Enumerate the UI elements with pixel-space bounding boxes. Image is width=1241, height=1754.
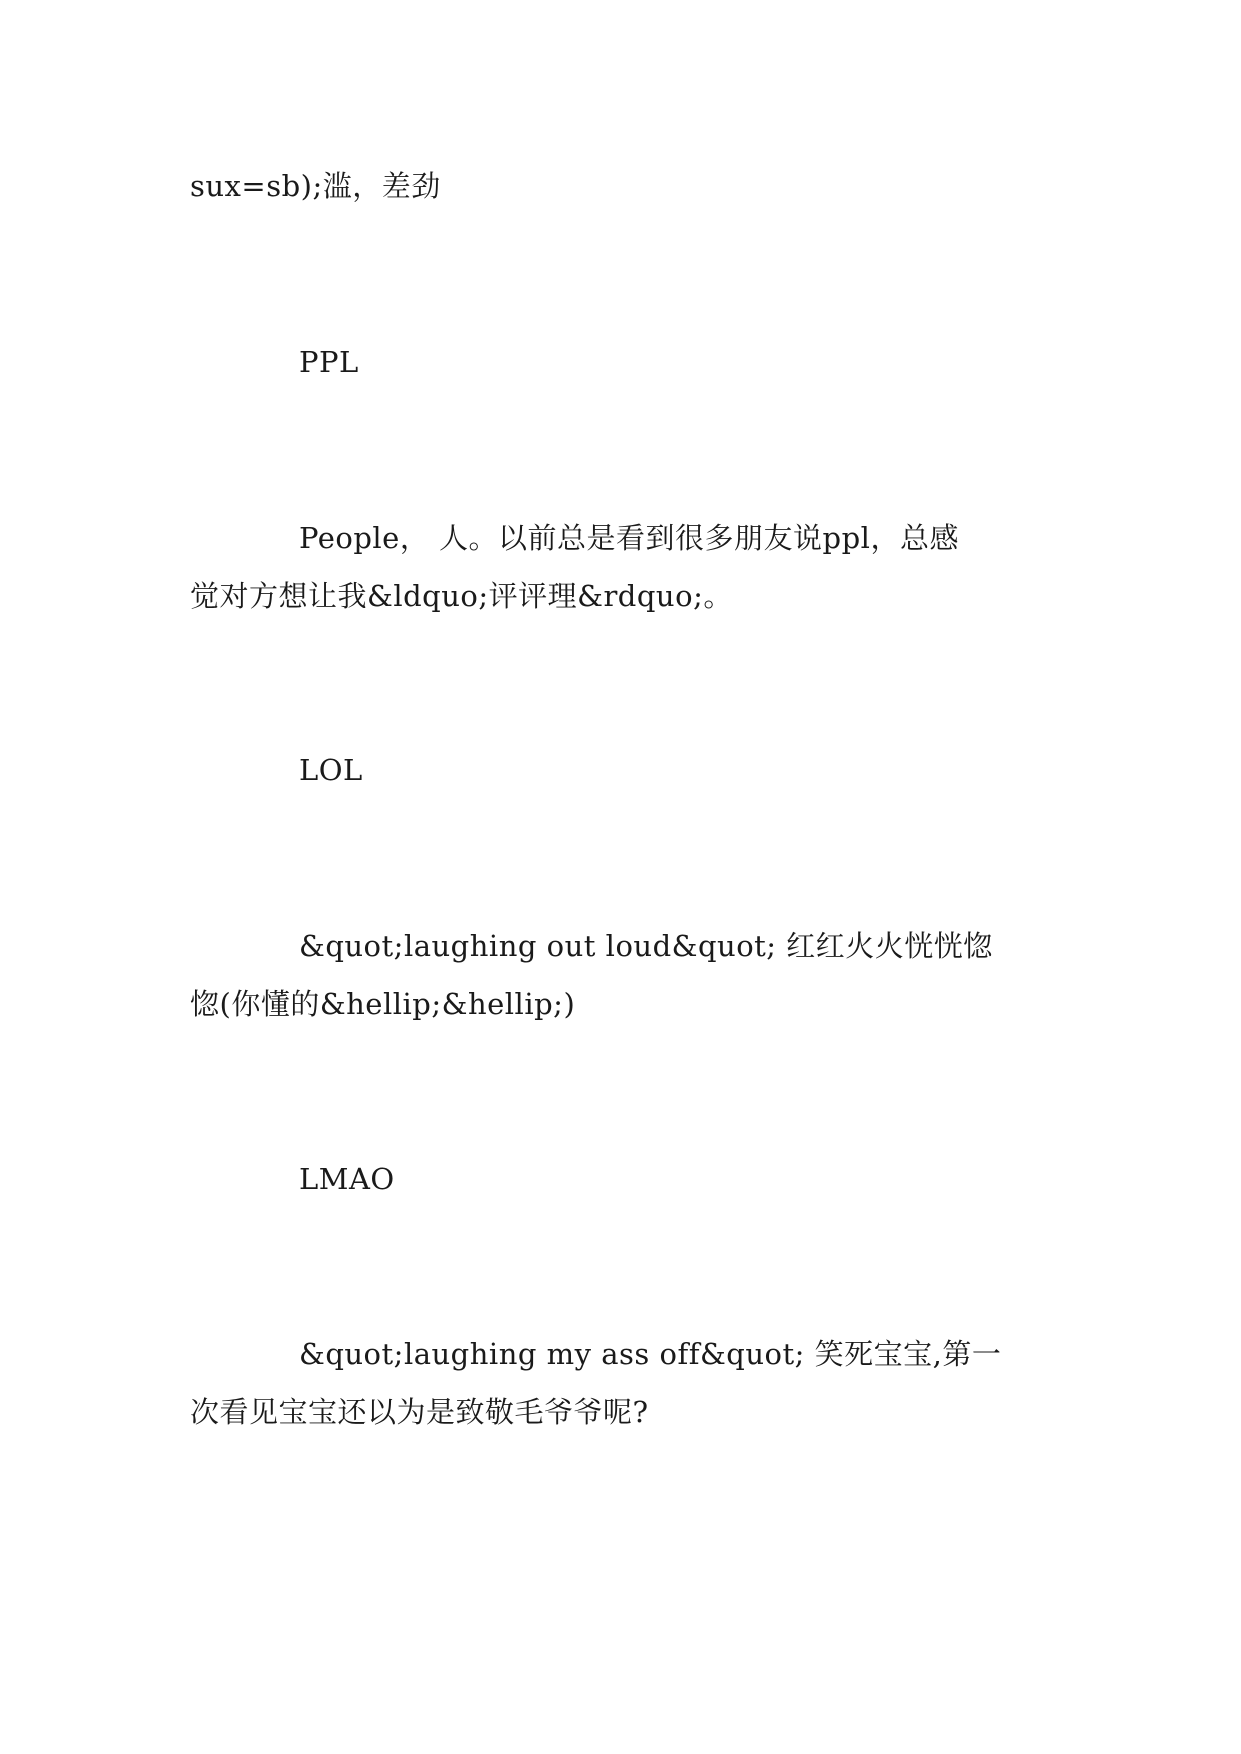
paragraph-line: &quot;laughing out loud&quot; 红红火火恍恍惚 (299, 929, 993, 963)
paragraph-line: 次看见宝宝还以为是致敬毛爷爷呢? (190, 1395, 649, 1429)
term-heading-lmao: LMAO (299, 1162, 395, 1196)
paragraph-line: 觉对方想让我&ldquo;评评理&rdquo;。 (190, 579, 733, 613)
paragraph-line: 惚(你懂的&hellip;&hellip;) (190, 987, 576, 1021)
term-heading-ppl: PPL (299, 345, 359, 379)
paragraph-line: sux=sb);滥，差劲 (190, 169, 441, 203)
paragraph-line: &quot;laughing my ass off&quot; 笑死宝宝,第一 (299, 1337, 1002, 1371)
term-heading-lol: LOL (299, 753, 363, 787)
paragraph-line: People， 人。以前总是看到很多朋友说ppl，总感 (299, 521, 959, 555)
